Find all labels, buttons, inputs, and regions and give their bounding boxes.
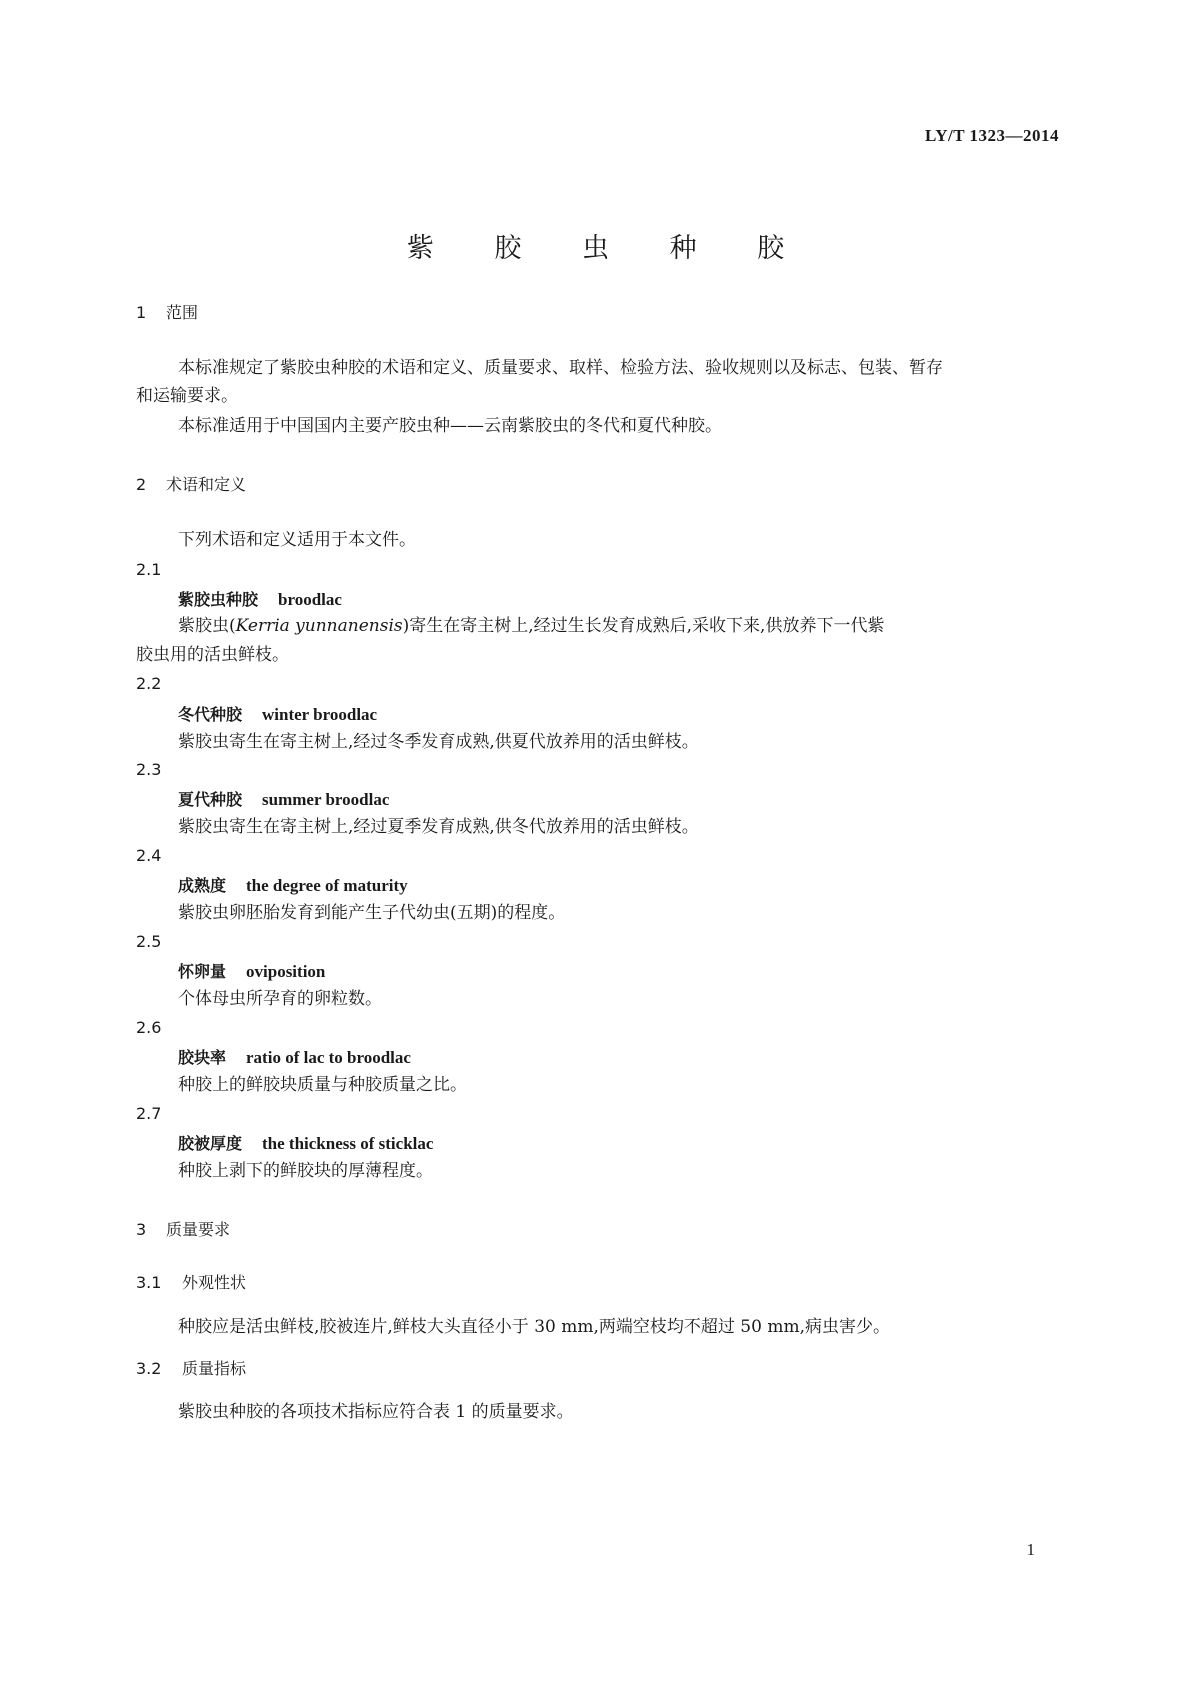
- term-number: 2.6: [136, 1018, 162, 1037]
- term-english: broodlac: [278, 590, 342, 609]
- term-english: summer broodlac: [262, 790, 390, 809]
- term-heading: [178, 873, 408, 896]
- term-number: 2.7: [136, 1104, 162, 1123]
- term-definition: 紫胶虫寄生在寄主树上,经过夏季发育成熟,供冬代放养用的活虫鲜枝。: [178, 817, 699, 837]
- term-chinese: 成熟度: [178, 876, 227, 895]
- section-1-number: 1: [136, 303, 147, 322]
- term-heading: [178, 702, 377, 725]
- definition-text: 紫胶虫(: [178, 616, 236, 636]
- subsection-3-1-title: 外观性状: [182, 1273, 247, 1292]
- section-1-title: 范围: [166, 303, 199, 322]
- standard-number: LY/T 1323—2014: [924, 126, 1059, 145]
- term-definition: 紫胶虫卵胚胎发育到能产生子代幼虫(五期)的程度。: [178, 903, 566, 923]
- section-3-heading: [136, 1217, 230, 1240]
- document-title: 紫 胶 虫 种 胶: [406, 233, 811, 264]
- term-heading: [178, 587, 342, 610]
- species-name: Kerria yunnanensis: [235, 616, 403, 636]
- term-heading: [178, 1045, 411, 1068]
- term-definition: 个体母虫所孕育的卵粒数。: [178, 989, 382, 1009]
- section-2-number: 2: [136, 475, 147, 494]
- term-english: the thickness of sticklac: [262, 1134, 434, 1153]
- subsection-3-2-number: 3.2: [136, 1359, 162, 1378]
- section-1-paragraph-1-line-2: 和运输要求。: [136, 386, 238, 406]
- term-heading: [178, 1131, 433, 1154]
- term-number: 2.3: [136, 760, 162, 779]
- section-1-paragraph-2: 本标准适用于中国国内主要产胶虫种——云南紫胶虫的冬代和夏代种胶。: [178, 416, 722, 436]
- term-number: 2.5: [136, 932, 162, 951]
- term-chinese: 胶被厚度: [178, 1134, 243, 1153]
- subsection-3-2-title: 质量指标: [182, 1359, 247, 1378]
- term-definition: 种胶上剥下的鲜胶块的厚薄程度。: [178, 1161, 433, 1181]
- subsection-3-1-heading: [136, 1270, 246, 1293]
- section-2-title: 术语和定义: [166, 475, 247, 494]
- subsection-3-2-heading: [136, 1356, 246, 1379]
- term-number: 2.4: [136, 846, 162, 865]
- term-definition: 紫胶虫寄生在寄主树上,经过冬季发育成熟,供夏代放养用的活虫鲜枝。: [178, 732, 699, 752]
- term-definition-line-1: [178, 611, 884, 641]
- term-english: winter broodlac: [262, 705, 378, 724]
- section-1-paragraph-1-line-1: 本标准规定了紫胶虫种胶的术语和定义、质量要求、取样、检验方法、验收规则以及标志、包装、暂存: [178, 358, 943, 378]
- term-heading: [178, 959, 325, 982]
- term-chinese: 夏代种胶: [178, 790, 243, 809]
- term-definition-line-2: 胶虫用的活虫鲜枝。: [136, 645, 289, 665]
- term-english: the degree of maturity: [246, 876, 408, 895]
- term-number: 2.2: [136, 674, 162, 693]
- section-2-heading: [136, 472, 246, 495]
- term-heading: [178, 787, 389, 810]
- subsection-3-2-text: 紫胶虫种胶的各项技术指标应符合表 1 的质量要求。: [178, 1402, 574, 1422]
- subsection-3-1-text: 种胶应是活虫鲜枝,胶被连片,鲜枝大头直径小于 30 mm,两端空枝均不超过 50 mm,病虫害少。: [178, 1317, 890, 1337]
- term-number: 2.1: [136, 560, 162, 579]
- term-chinese: 冬代种胶: [178, 705, 243, 724]
- section-2-intro: 下列术语和定义适用于本文件。: [178, 530, 416, 550]
- page-number: 1: [1026, 1540, 1035, 1559]
- term-definition: 种胶上的鲜胶块质量与种胶质量之比。: [178, 1075, 467, 1095]
- term-chinese: 怀卵量: [178, 962, 227, 981]
- term-english: oviposition: [246, 962, 326, 981]
- term-chinese: 胶块率: [178, 1048, 227, 1067]
- term-chinese: 紫胶虫种胶: [178, 590, 259, 609]
- section-1-heading: [136, 300, 198, 323]
- subsection-3-1-number: 3.1: [136, 1273, 162, 1292]
- term-english: ratio of lac to broodlac: [246, 1048, 411, 1067]
- section-3-title: 质量要求: [166, 1220, 231, 1239]
- section-3-number: 3: [136, 1220, 147, 1239]
- definition-text: )寄生在寄主树上,经过生长发育成熟后,采收下来,供放养下一代紫: [402, 616, 885, 636]
